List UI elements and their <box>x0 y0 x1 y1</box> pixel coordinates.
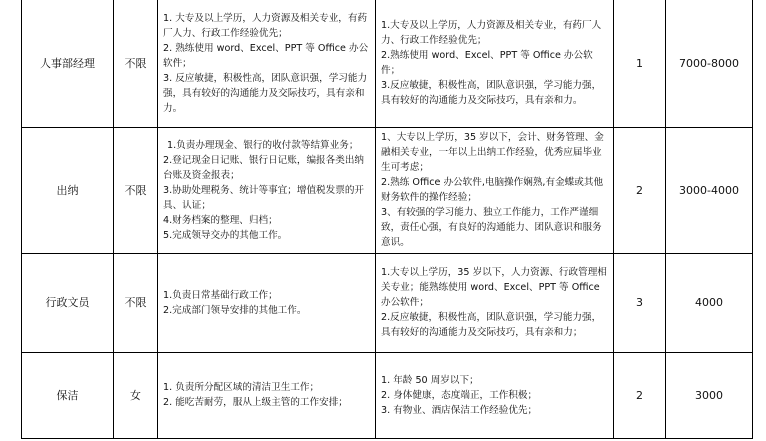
salary-cell: 3000 <box>666 352 753 438</box>
duty-line: 1. 负责所分配区域的清洁卫生工作； <box>163 382 320 393</box>
requirement-line: 1.大专以上学历，35 岁以下，人力资源、行政管理相关专业；能熟练使用 word、Excel、PPT 等 Office 办公软件； <box>381 267 607 308</box>
duty-line: 3. 反应敏捷，积极性高，团队意识强，学习能力强，具有较好的沟通能力及交际技巧，具有亲和力。 <box>163 72 368 114</box>
duty-line: 1. 大专及以上学历，人力资源及相关专业，有药厂人力、行政工作经验优先； <box>163 12 368 39</box>
duty-line: 2. 熟练使用 word、Excel、PPT 等 Office 办公软件； <box>163 42 369 69</box>
position-cell: 行政文员 <box>22 253 114 352</box>
requirement-line: 3. 有物业、酒店保洁工作经验优先； <box>381 404 538 416</box>
salary-cell: 3000-4000 <box>666 127 753 253</box>
salary-cell: 7000-8000 <box>666 0 753 127</box>
requirements-cell <box>376 127 614 253</box>
duty-line: 1.负责办理现金、银行的收付款等结算业务； <box>167 139 359 151</box>
requirement-line: 1.大专及以上学历，人力资源及相关专业，有药厂人力、行政工作经验优先； <box>381 20 602 47</box>
duties-cell <box>158 253 376 352</box>
requirement-line: 3、有较强的学习能力、独立工作能力，工作严谨细致，责任心强，有良好的沟通能力、团队意识和服务意识。 <box>381 207 602 248</box>
requirement-line: 2.熟练 Office 办公软件,电脑操作娴熟,有金蝶或其他财务软件的操作经验； <box>381 177 604 203</box>
requirements-cell <box>376 0 614 127</box>
job-table-container <box>21 0 753 439</box>
duties-cell <box>158 352 376 438</box>
duty-line: 5.完成领导交办的其他工作。 <box>163 229 288 241</box>
table-row <box>22 253 753 352</box>
requirement-line: 2.熟练使用 word、Excel、PPT 等 Office 办公软件； <box>381 50 593 77</box>
gender-cell: 不限 <box>114 253 158 352</box>
count-cell: 1 <box>614 0 666 127</box>
duties-cell <box>158 127 376 253</box>
table-row <box>22 127 753 253</box>
table-row <box>22 352 753 438</box>
requirement-line: 3.反应敏捷，积极性高，团队意识强，学习能力强，具有较好的沟通能力及交际技巧，具有亲和力。 <box>381 80 602 107</box>
count-cell: 2 <box>614 127 666 253</box>
count-cell: 2 <box>614 352 666 438</box>
gender-cell: 女 <box>114 352 158 438</box>
duty-line: 2. 能吃苦耐劳，服从上级主管的工作安排； <box>163 397 348 408</box>
duty-line: 3.协助处理税务、统计等事宜；增值税发票的开具、认证； <box>163 184 365 211</box>
table-row <box>22 0 753 127</box>
position-cell: 人事部经理 <box>22 0 114 127</box>
requirement-line: 1. 年龄 50 周岁以下； <box>381 374 479 386</box>
position-cell: 保洁 <box>22 352 114 438</box>
count-cell: 3 <box>614 253 666 352</box>
job-table <box>21 0 753 439</box>
requirement-line: 2. 身体健康，态度端正，工作积极； <box>381 389 538 401</box>
duties-cell <box>158 0 376 127</box>
requirements-cell <box>376 352 614 438</box>
salary-cell: 4000 <box>666 253 753 352</box>
requirements-cell <box>376 253 614 352</box>
requirement-line: 1、大专以上学历，35 岁以下，会计、财务管理、金融相关专业，一年以上出纳工作经验，优秀应届毕业生可考虑； <box>381 132 604 173</box>
duty-line: 1.负责日常基础行政工作； <box>163 289 278 301</box>
requirement-line: 2.反应敏捷，积极性高，团队意识强，学习能力强，具有较好的沟通能力及交际技巧，具有亲和力； <box>381 312 602 338</box>
gender-cell: 不限 <box>114 127 158 253</box>
duty-line: 4.财务档案的整理、归档； <box>163 214 278 226</box>
position-cell: 出纳 <box>22 127 114 253</box>
gender-cell: 不限 <box>114 0 158 127</box>
duty-line: 2.登记现金日记账、银行日记账，编报各类出纳台账及资金报表； <box>163 154 365 181</box>
duty-line: 2.完成部门领导安排的其他工作。 <box>163 304 307 316</box>
